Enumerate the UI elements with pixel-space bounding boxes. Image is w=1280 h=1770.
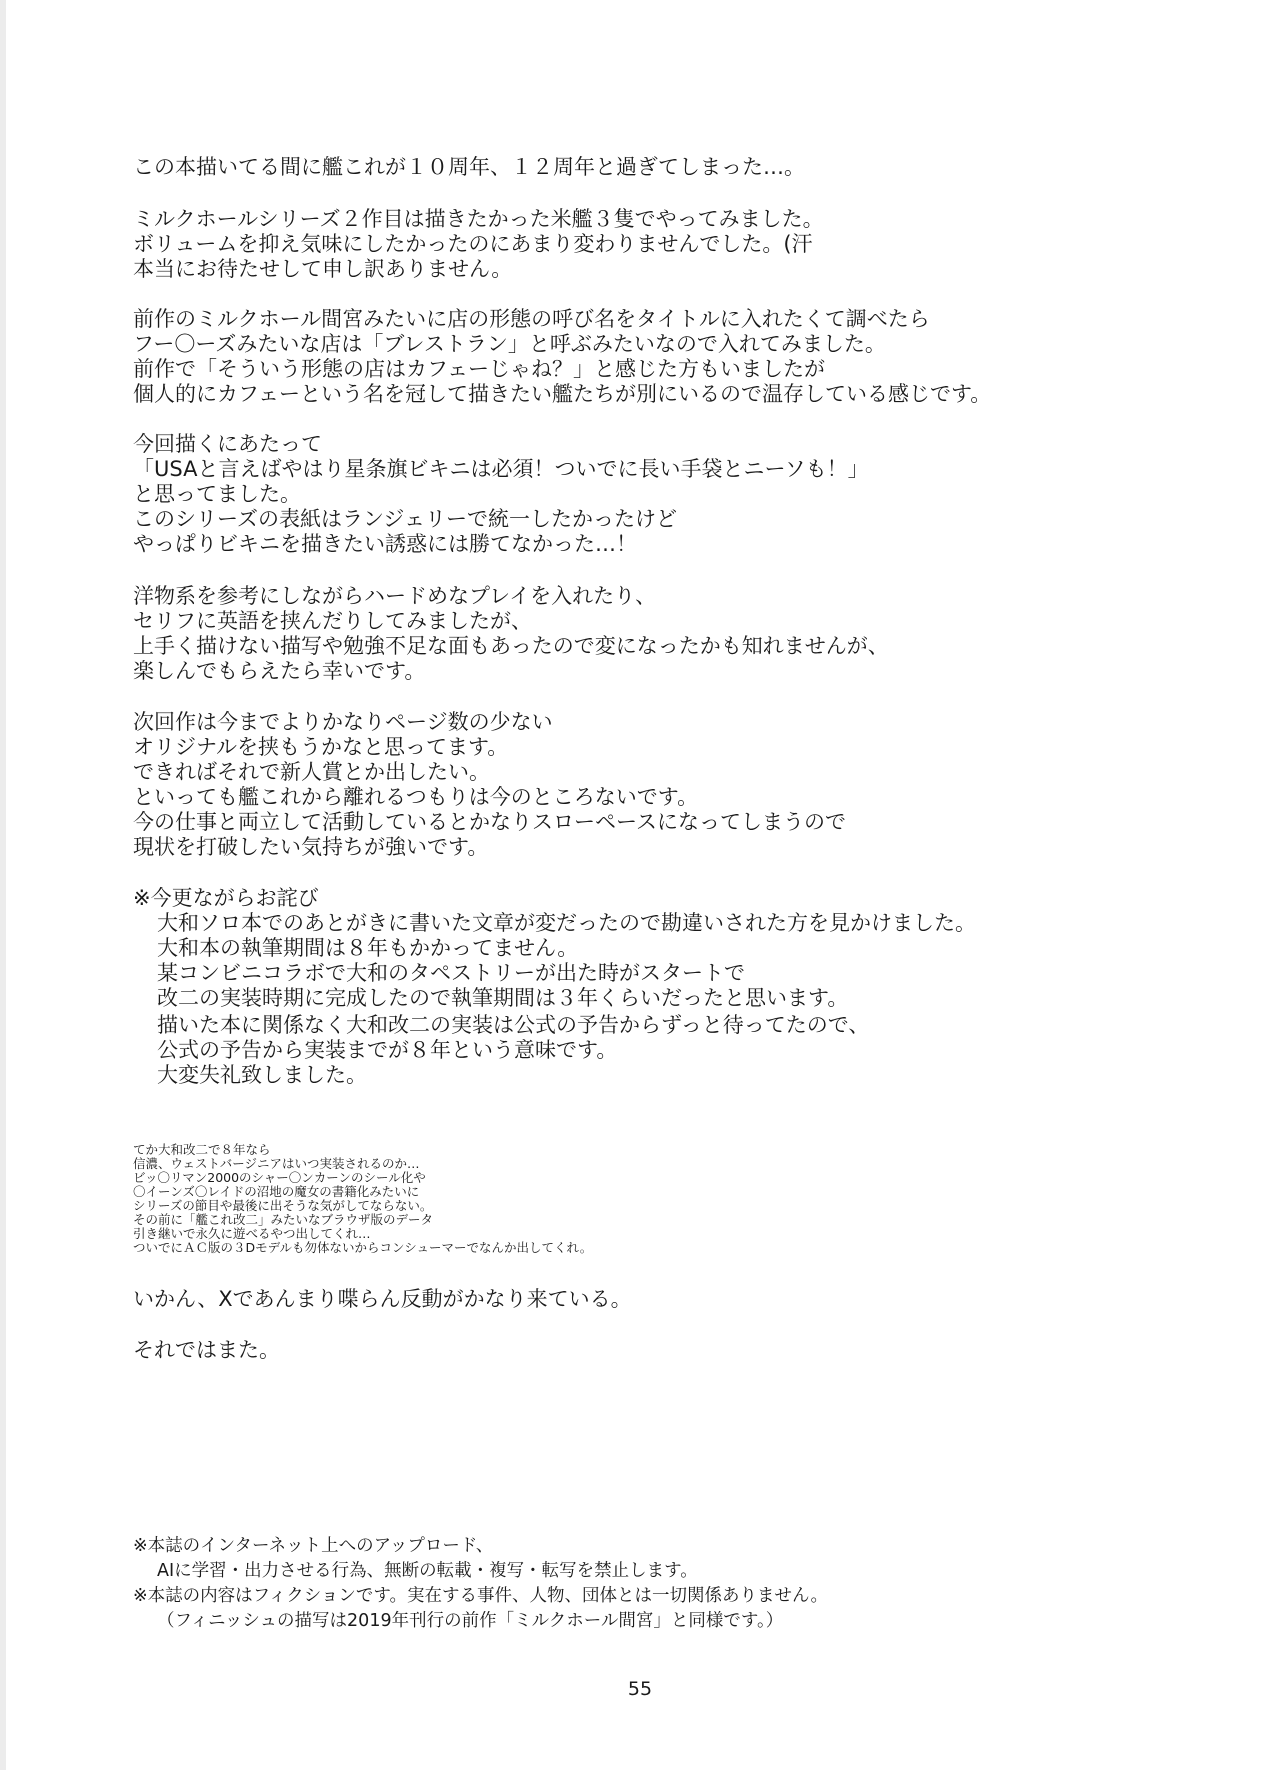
text-line: 改二の実装時期に完成したので執筆期間は３年くらいだったと思います。	[157, 986, 849, 1010]
text-line: シリーズの節目や最後に出そうな気がしてならない。	[133, 1198, 433, 1213]
paragraph-3	[133, 307, 991, 407]
text-line: ビッ〇リマン2000のシャー〇ンカーンのシール化や	[133, 1170, 426, 1185]
text-line: 前作で「そういう形態の店はカフェーじゃね？」と感じた方もいましたが	[133, 357, 825, 381]
closing-1	[133, 1287, 632, 1312]
apology-heading: ※今更ながらお詫び	[133, 886, 319, 910]
text-line: いかん、Xであんまり喋らん反動がかなり来ている。	[133, 1287, 632, 1311]
text-line: 公式の予告から実装までが８年という意味です。	[157, 1038, 618, 1062]
closing-2	[133, 1338, 280, 1363]
text-line: ボリュームを抑え気味にしたかったのにあまり変わりませんでした。(汗	[133, 232, 813, 256]
text-line: 〇イーンズ〇レイドの沼地の魔女の書籍化みたいに	[133, 1184, 420, 1199]
text-line: フー〇ーズみたいな店は「ブレストラン」と呼ぶみたいなので入れてみました。	[133, 332, 886, 356]
text-line: このシリーズの表紙はランジェリーで統一したかったけど	[133, 507, 678, 531]
text-line: その前に「艦これ改二」みたいなブラウザ版のデータ	[133, 1212, 434, 1227]
paragraph-6	[133, 710, 846, 860]
text-line: 信濃、ウェストバージニアはいつ実装されるのか…	[133, 1156, 420, 1171]
text-line: セリフに英語を挟んだりしてみましたが、	[133, 609, 532, 633]
text-line: 大和ソロ本でのあとがきに書いた文章が変だったので勘違いされた方を見かけました。	[157, 911, 976, 935]
text-line: 洋物系を参考にしながらハードめなプレイを入れたり、	[133, 584, 657, 608]
apology-section-2	[133, 1013, 869, 1088]
text-line: 楽しんでもらえたら幸いです。	[133, 659, 426, 683]
page-number: 55	[627, 1678, 653, 1700]
text-line: てか大和改二で８年なら	[133, 1142, 271, 1157]
text-line: といっても艦これから離れるつもりは今のところないです。	[133, 785, 699, 809]
text-line: できればそれで新人賞とか出したい。	[133, 760, 490, 784]
text-line: 前作のミルクホール間宮みたいに店の形態の呼び名をタイトルに入れたくて調べたら	[133, 307, 930, 331]
paragraph-4	[133, 432, 869, 557]
text-line: （フィニッシュの描写は2019年刊行の前作「ミルクホール間宮」と同様です。）	[157, 1611, 784, 1631]
text-line: 個人的にカフェーという名を冠して描きたい艦たちが別にいるので温存している感じです。	[133, 382, 992, 406]
page-edge	[0, 0, 6, 1770]
text-line: やっぱりビキニを描きたい誘惑には勝てなかった…！	[133, 532, 637, 556]
paragraph-1	[133, 155, 805, 180]
paragraph-2	[133, 207, 824, 282]
paragraph-5	[133, 584, 889, 684]
text-line: ※本誌のインターネット上へのアップロード、	[133, 1536, 494, 1556]
text-line: 描いた本に関係なく大和改二の実装は公式の予告からずっと待ってたので、	[157, 1013, 870, 1037]
text-line: 「USAと言えばやはり星条旗ビキニは必須！ついでに長い手袋とニーソも！」	[133, 457, 869, 481]
text-line: 今回描くにあたって	[133, 432, 322, 456]
text-line: 大変失礼致しました。	[157, 1063, 367, 1087]
text-line: 某コンビニコラボで大和のタペストリーが出た時がスタートで	[157, 961, 745, 985]
apology-section	[133, 886, 976, 1011]
text-line: 次回作は今までよりかなりページ数の少ない	[133, 710, 553, 734]
text-line: この本描いてる間に艦これが１０周年、１２周年と過ぎてしまった…。	[133, 155, 805, 179]
text-line: AIに学習・出力させる行為、無断の転載・複写・転写を禁止します。	[157, 1561, 698, 1581]
text-line: ついでにＡＣ版の３Dモデルも勿体ないからコンシューマーでなんか出してくれ。	[133, 1240, 593, 1255]
small-note	[133, 1143, 592, 1255]
text-line: ミルクホールシリーズ２作目は描きたかった米艦３隻でやってみました。	[133, 207, 824, 231]
text-line: 本当にお待たせして申し訳ありません。	[133, 257, 513, 281]
text-line: オリジナルを挟もうかなと思ってます。	[133, 735, 509, 759]
text-line: それではまた。	[133, 1338, 280, 1362]
text-line: 引き継いで永久に遊べるやつ出してくれ…	[133, 1226, 371, 1241]
legal-notice	[133, 1534, 828, 1634]
text-line: 現状を打破したい気持ちが強いです。	[133, 835, 489, 859]
text-line: 上手く描けない描写や勉強不足な面もあったので変になったかも知れませんが、	[133, 634, 889, 658]
text-line: と思ってました。	[133, 482, 301, 506]
text-line: 今の仕事と両立して活動しているとかなりスローペースになってしまうので	[133, 810, 846, 834]
text-line: 大和本の執筆期間は８年もかかってません。	[157, 936, 579, 960]
text-line: ※本誌の内容はフィクションです。実在する事件、人物、団体とは一切関係ありません。	[133, 1586, 829, 1606]
